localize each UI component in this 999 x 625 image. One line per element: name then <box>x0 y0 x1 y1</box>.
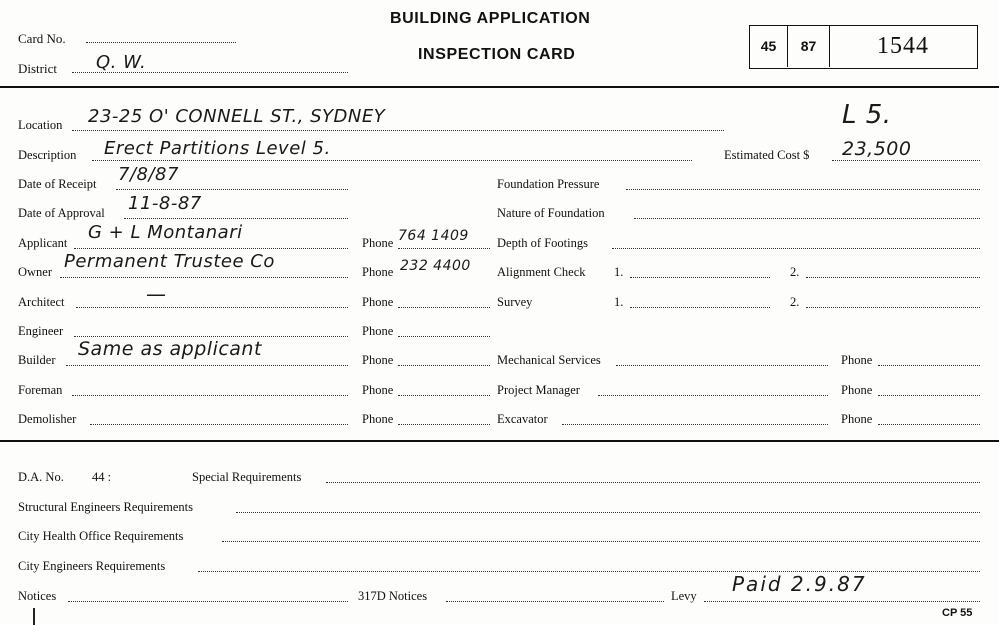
builder-field <box>66 365 348 366</box>
depth-footings-label: Depth of Footings <box>497 236 588 250</box>
owner-value: Permanent Trustee Co <box>64 251 275 272</box>
architect-label: Architect <box>18 295 65 309</box>
card-no-field <box>86 42 236 43</box>
alignment-1-label: 1. <box>614 265 624 279</box>
survey-2-field <box>806 307 980 308</box>
architect-field <box>76 307 348 308</box>
notices-317d-label: 317D Notices <box>358 589 428 603</box>
engineer-phone-field <box>398 336 490 337</box>
excavator-phone-field <box>878 424 980 425</box>
levy-label: Levy <box>671 589 697 603</box>
builder-value: Same as applicant <box>78 338 262 360</box>
district-label: District <box>18 61 57 76</box>
architect-value: — <box>146 282 167 306</box>
date-approval-label: Date of Approval <box>18 206 105 220</box>
applicant-phone-value: 764 1409 <box>398 228 469 244</box>
survey-1-label: 1. <box>614 295 624 309</box>
description-value: Erect Partitions Level 5. <box>104 138 331 159</box>
alignment-1-field <box>630 277 770 278</box>
owner-label: Owner <box>18 265 53 279</box>
da-no-value: 44 : <box>92 470 112 484</box>
project-manager-phone-label: Phone <box>841 383 873 397</box>
foreman-phone-field <box>398 395 490 396</box>
card-number-box <box>749 25 978 69</box>
alignment-check-label: Alignment Check <box>497 265 586 279</box>
project-manager-field <box>598 395 828 396</box>
project-manager-label: Project Manager <box>497 383 580 397</box>
owner-field <box>60 277 348 278</box>
date-receipt-label: Date of Receipt <box>18 177 97 191</box>
notices-317d-field <box>446 601 664 602</box>
builder-label: Builder <box>18 353 56 367</box>
foundation-pressure-field <box>626 189 980 190</box>
da-no-label: D.A. No. <box>18 470 64 484</box>
city-engineers-label: City Engineers Requirements <box>18 559 166 573</box>
engineer-label: Engineer <box>18 324 64 338</box>
estimated-cost-label: Estimated Cost $ <box>724 148 810 162</box>
structural-field <box>236 512 980 513</box>
level-note: L 5. <box>842 100 892 130</box>
location-field <box>72 130 724 131</box>
applicant-phone-label: Phone <box>362 236 394 250</box>
health-label: City Health Office Requirements <box>18 529 184 543</box>
owner-phone-label: Phone <box>362 265 394 279</box>
district-value: Q. W. <box>96 52 147 73</box>
structural-label: Structural Engineers Requirements <box>18 500 193 514</box>
foreman-label: Foreman <box>18 383 63 397</box>
survey-label: Survey <box>497 295 533 309</box>
mechanical-field <box>616 365 828 366</box>
date-receipt-field <box>116 189 348 190</box>
mechanical-label: Mechanical Services <box>497 353 601 367</box>
special-requirements-field <box>326 482 980 483</box>
health-field <box>222 541 980 542</box>
card-number: 1544 <box>877 33 929 59</box>
mechanical-phone-label: Phone <box>841 353 873 367</box>
description-label: Description <box>18 148 77 162</box>
applicant-field <box>74 248 348 249</box>
notices-field <box>68 601 348 602</box>
engineer-field <box>74 336 348 337</box>
levy-value: Paid 2.9.87 <box>732 572 867 596</box>
nature-foundation-label: Nature of Foundation <box>497 206 605 220</box>
mechanical-phone-field <box>878 365 980 366</box>
excavator-field <box>562 424 828 425</box>
excavator-phone-label: Phone <box>841 412 873 426</box>
depth-footings-field <box>612 248 980 249</box>
applicant-label: Applicant <box>18 236 68 250</box>
survey-1-field <box>630 307 770 308</box>
edge-mark <box>33 608 35 625</box>
estimated-cost-value: 23,500 <box>842 138 912 160</box>
foreman-phone-label: Phone <box>362 383 394 397</box>
demolisher-phone-field <box>398 424 490 425</box>
levy-field <box>704 601 980 602</box>
alignment-2-label: 2. <box>790 265 800 279</box>
form-code: CP 55 <box>942 607 973 619</box>
date-approval-field <box>124 218 348 219</box>
alignment-2-field <box>806 277 980 278</box>
requirements-divider <box>0 440 999 442</box>
builder-phone-label: Phone <box>362 353 394 367</box>
box-cell-1: 45 <box>750 26 788 67</box>
estimated-cost-field <box>832 160 980 161</box>
box-cell-2: 87 <box>788 26 830 67</box>
builder-phone-field <box>398 365 490 366</box>
survey-2-label: 2. <box>790 295 800 309</box>
header-divider <box>0 86 999 88</box>
location-label: Location <box>18 118 63 132</box>
date-receipt-value: 7/8/87 <box>118 164 179 185</box>
location-value: 23-25 O' CONNELL ST., SYDNEY <box>88 106 386 127</box>
applicant-value: G + L Montanari <box>88 222 243 243</box>
title-line-1: BUILDING APPLICATION <box>390 10 591 27</box>
foreman-field <box>72 395 348 396</box>
architect-phone-field <box>398 307 490 308</box>
special-requirements-label: Special Requirements <box>192 470 302 484</box>
owner-phone-value: 232 4400 <box>400 258 471 274</box>
description-field <box>92 160 692 161</box>
excavator-label: Excavator <box>497 412 548 426</box>
notices-label: Notices <box>18 589 57 603</box>
demolisher-label: Demolisher <box>18 412 77 426</box>
applicant-phone-field <box>398 248 490 249</box>
date-approval-value: 11-8-87 <box>128 193 202 214</box>
foundation-pressure-label: Foundation Pressure <box>497 177 600 191</box>
card-no-label: Card No. <box>18 31 66 46</box>
nature-foundation-field <box>634 218 980 219</box>
title-line-2: INSPECTION CARD <box>418 46 576 63</box>
architect-phone-label: Phone <box>362 295 394 309</box>
demolisher-field <box>90 424 348 425</box>
project-manager-phone-field <box>878 395 980 396</box>
demolisher-phone-label: Phone <box>362 412 394 426</box>
engineer-phone-label: Phone <box>362 324 394 338</box>
